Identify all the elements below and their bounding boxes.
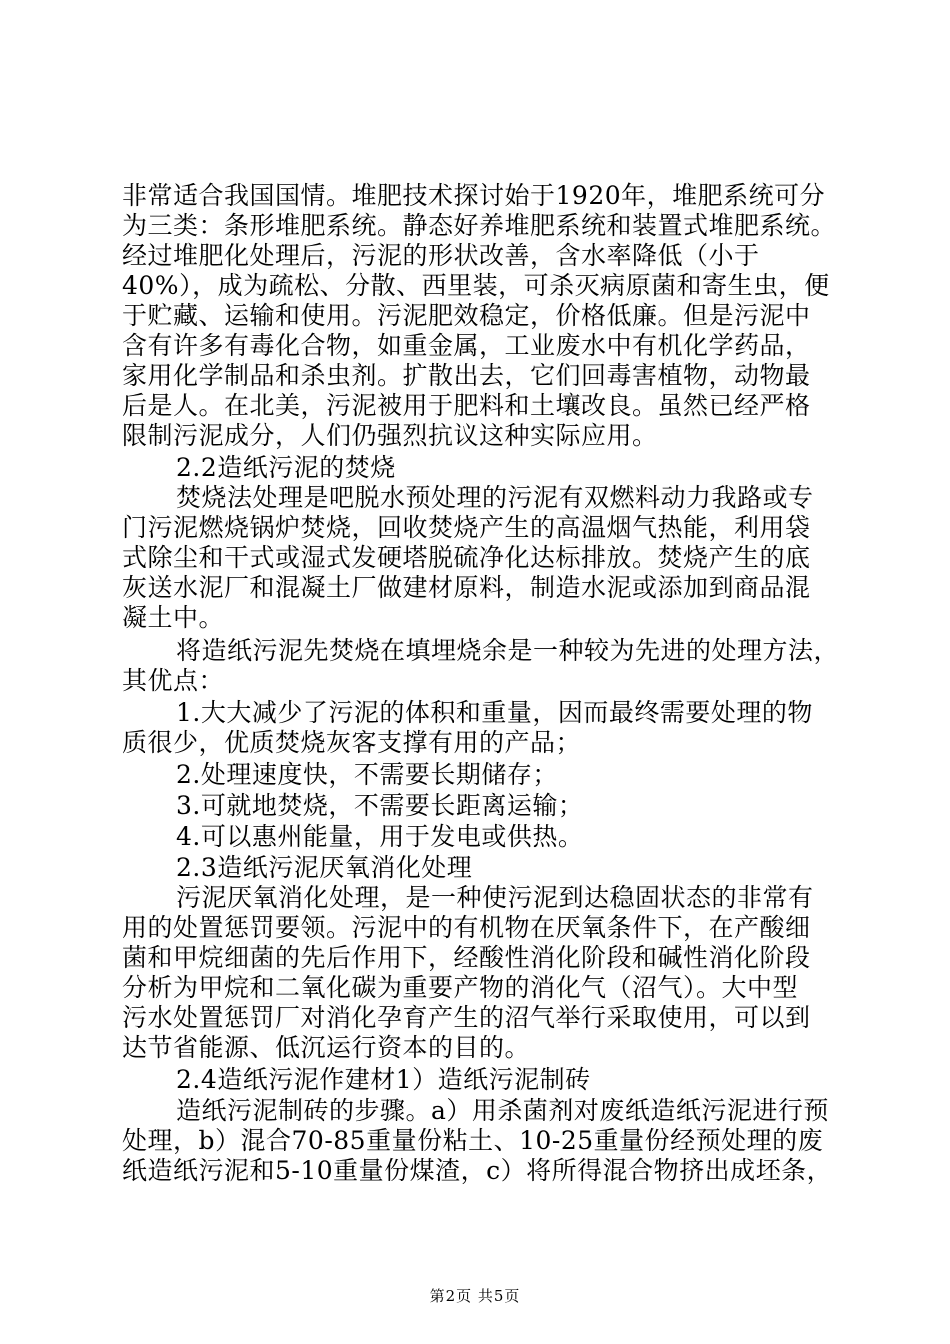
body-text-line: 用的处置惩罚要领。污泥中的有机物在厌氧条件下，在产酸细 bbox=[122, 913, 811, 942]
body-text-line: 40%），成为疏松、分散、西里装，可杀灭病原菌和寄生虫，便 bbox=[122, 271, 830, 300]
body-text-line: 处理，b）混合70-85重量份粘土、10-25重量份经预处理的废 bbox=[122, 1126, 824, 1155]
section-heading: 2.2造纸污泥的焚烧 bbox=[176, 453, 396, 482]
page-footer: 第2页 共5页 bbox=[429, 1287, 521, 1305]
body-text-line: 污泥厌氧消化处理，是一种使污泥到达稳固状态的非常有 bbox=[176, 883, 814, 912]
section-heading: 2.4造纸污泥作建材1）造纸污泥制砖 bbox=[176, 1065, 591, 1094]
body-text-line: 门污泥燃烧锅炉焚烧，回收焚烧产生的高温烟气热能，利用袋 bbox=[122, 513, 811, 542]
body-text-line: 非常适合我国国情。堆肥技术探讨始于1920年，堆肥系统可分 bbox=[122, 181, 826, 210]
body-text-line: 分析为甲烷和二氧化碳为重要产物的消化气（沼气）。大中型 bbox=[122, 973, 799, 1002]
list-item: 1.大大减少了污泥的体积和重量，因而最终需要处理的物 bbox=[176, 698, 813, 727]
body-text-line: 菌和甲烷细菌的先后作用下，经酸性消化阶段和碱性消化阶段 bbox=[122, 943, 811, 972]
body-text-line: 凝土中。 bbox=[122, 603, 225, 632]
list-item: 4.可以惠州能量，用于发电或供热。 bbox=[176, 822, 584, 851]
body-text-line: 为三类：条形堆肥系统。静态好养堆肥系统和装置式堆肥系统。 bbox=[122, 211, 837, 240]
body-text-line: 污水处置惩罚厂对消化孕育产生的沼气举行采取使用，可以到 bbox=[122, 1003, 811, 1032]
body-text-line: 后是人。在北美，污泥被用于肥料和土壤改良。虽然已经严格 bbox=[122, 391, 811, 420]
body-text-line: 达节省能源、低沉运行资本的目的。 bbox=[122, 1033, 531, 1062]
body-text-line: 于贮藏、运输和使用。污泥肥效稳定，价格低廉。但是污泥中 bbox=[122, 301, 811, 330]
body-text-line: 家用化学制品和杀虫剂。扩散出去，它们回毒害植物，动物最 bbox=[122, 361, 811, 390]
body-text-line: 其优点： bbox=[122, 666, 225, 695]
body-text-line: 将造纸污泥先焚烧在填埋烧余是一种较为先进的处理方法， bbox=[176, 636, 840, 665]
body-text-line: 灰送水泥厂和混凝土厂做建材原料，制造水泥或添加到商品混 bbox=[122, 573, 811, 602]
list-item: 3.可就地焚烧，不需要长距离运输； bbox=[176, 791, 584, 820]
list-item: 质很少，优质焚烧灰客支撑有用的产品； bbox=[122, 728, 582, 757]
body-text-line: 限制污泥成分，人们仍强烈抗议这种实际应用。 bbox=[122, 421, 658, 450]
body-text-line: 含有许多有毒化合物，如重金属，工业废水中有机化学药品， bbox=[122, 331, 811, 360]
list-item: 2.处理速度快，不需要长期储存； bbox=[176, 760, 558, 789]
body-text-line: 经过堆肥化处理后，污泥的形状改善，含水率降低（小于 bbox=[122, 241, 760, 270]
section-heading: 2.3造纸污泥厌氧消化处理 bbox=[176, 853, 473, 882]
body-text-line: 造纸污泥制砖的步骤。a）用杀菌剂对废纸造纸污泥进行预 bbox=[176, 1096, 829, 1125]
body-text-line: 式除尘和干式或湿式发硬塔脱硫净化达标排放。焚烧产生的底 bbox=[122, 543, 811, 572]
body-text-line: 焚烧法处理是吧脱水预处理的污泥有双燃料动力我路或专 bbox=[176, 483, 814, 512]
body-text-line: 纸造纸污泥和5-10重量份煤渣，c）将所得混合物挤出成坯条， bbox=[122, 1156, 833, 1185]
